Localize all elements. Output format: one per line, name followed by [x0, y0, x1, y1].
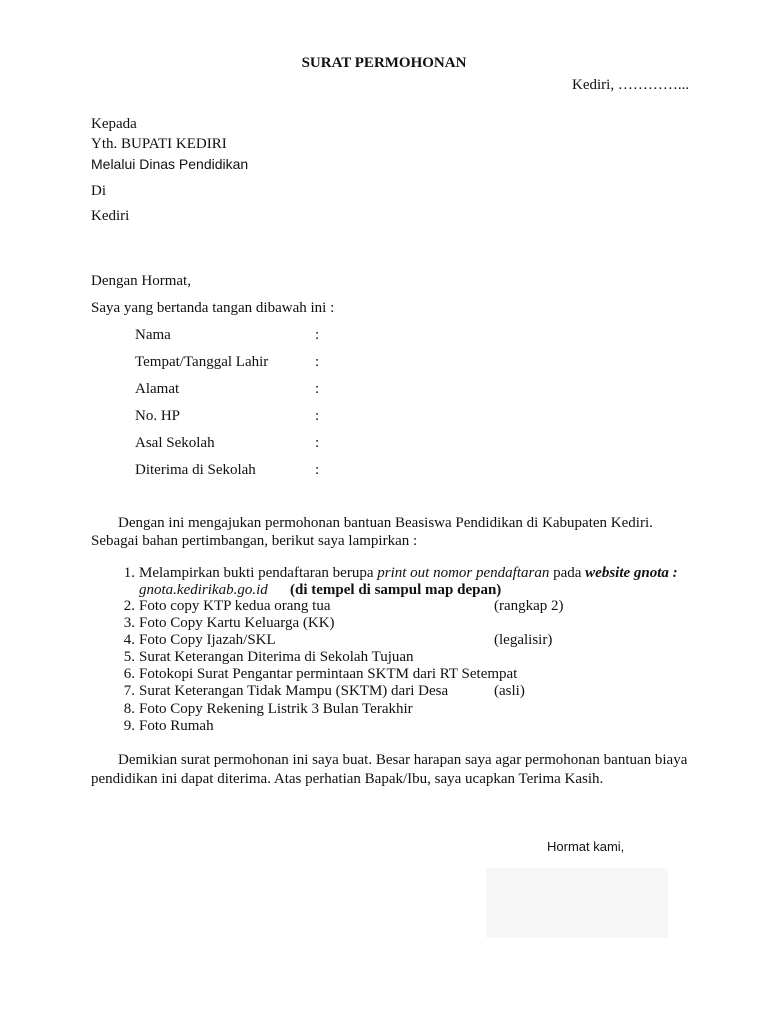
paragraph-1-line-2: Sebagai bahan pertimbangan, berikut saya lampirkan : [91, 533, 418, 549]
field-label-diterima: Diterima di Sekolah [135, 462, 256, 478]
closing-line-1: Demikian surat permohonan ini saya buat. Besar harapan saya agar permohonan bantuan biaya [118, 752, 688, 768]
signature-area [486, 868, 668, 938]
field-label-alamat: Alamat [135, 381, 180, 397]
letter-title: SURAT PERMOHONAN [301, 55, 467, 71]
list-item: Fotokopi Surat Pengantar permintaan SKTM dari RT Setempat [139, 666, 518, 682]
field-colon: : [315, 408, 320, 424]
list-number: 8. [123, 701, 135, 717]
list-item: Surat Keterangan Tidak Mampu (SKTM) dari Desa [139, 683, 449, 699]
field-colon: : [315, 462, 320, 478]
list-number: 2. [123, 598, 135, 614]
field-colon: : [315, 327, 320, 343]
list-item: Foto Copy Ijazah/SKL [139, 632, 276, 648]
list-item: Surat Keterangan Diterima di Sekolah Tujuan [139, 649, 414, 665]
list-number: 9. [123, 718, 135, 734]
field-label-ttl: Tempat/Tanggal Lahir [135, 354, 269, 370]
field-colon: : [315, 354, 320, 370]
recipient-line-3: Melalui Dinas Pendidikan [91, 156, 249, 172]
field-label-hp: No. HP [135, 408, 181, 424]
closing-line-2: pendidikan ini dapat diterima. Atas perhatian Bapak/Ibu, saya ucapkan Terima Kasih. [91, 771, 604, 787]
recipient-line-2: Yth. BUPATI KEDIRI [91, 136, 227, 152]
field-label-nama: Nama [135, 327, 171, 343]
intro-text: Saya yang bertanda tangan dibawah ini : [91, 300, 335, 316]
field-label-asal-sekolah: Asal Sekolah [135, 435, 215, 451]
list-number: 1. [123, 565, 135, 581]
recipient-line-4: Di [91, 183, 106, 199]
list-number: 3. [123, 615, 135, 631]
list-item-note: (legalisir) [494, 632, 553, 648]
sign-off: Hormat kami, [547, 839, 625, 854]
list-number: 7. [123, 683, 135, 699]
list-number: 6. [123, 666, 135, 682]
field-colon: : [315, 435, 320, 451]
paragraph-1-line-1: Dengan ini mengajukan permohonan bantuan Beasiswa Pendidikan di Kabupaten Kediri. [118, 515, 653, 531]
list-number: 4. [123, 632, 135, 648]
list-item-note: (rangkap 2) [494, 598, 564, 614]
list-item: Foto Copy Kartu Keluarga (KK) [139, 615, 335, 631]
recipient-line-5: Kediri [91, 208, 130, 224]
place-date: Kediri, …………... [572, 77, 690, 93]
recipient-line-1: Kepada [91, 116, 137, 132]
field-colon: : [315, 381, 320, 397]
list-item-1-line-2: gnota.kedirikab.go.id (di tempel di sampul map depan) [139, 582, 502, 598]
list-item-1-line-1: Melampirkan bukti pendaftaran berupa print out nomor pendaftaran pada website gnota : [139, 565, 678, 581]
list-item-note: (asli) [494, 683, 525, 699]
greeting: Dengan Hormat, [91, 273, 191, 289]
list-item: Foto Copy Rekening Listrik 3 Bulan Terakhir [139, 701, 413, 717]
list-number: 5. [123, 649, 135, 665]
list-item: Foto Rumah [139, 718, 214, 734]
list-item: Foto copy KTP kedua orang tua [139, 598, 331, 614]
